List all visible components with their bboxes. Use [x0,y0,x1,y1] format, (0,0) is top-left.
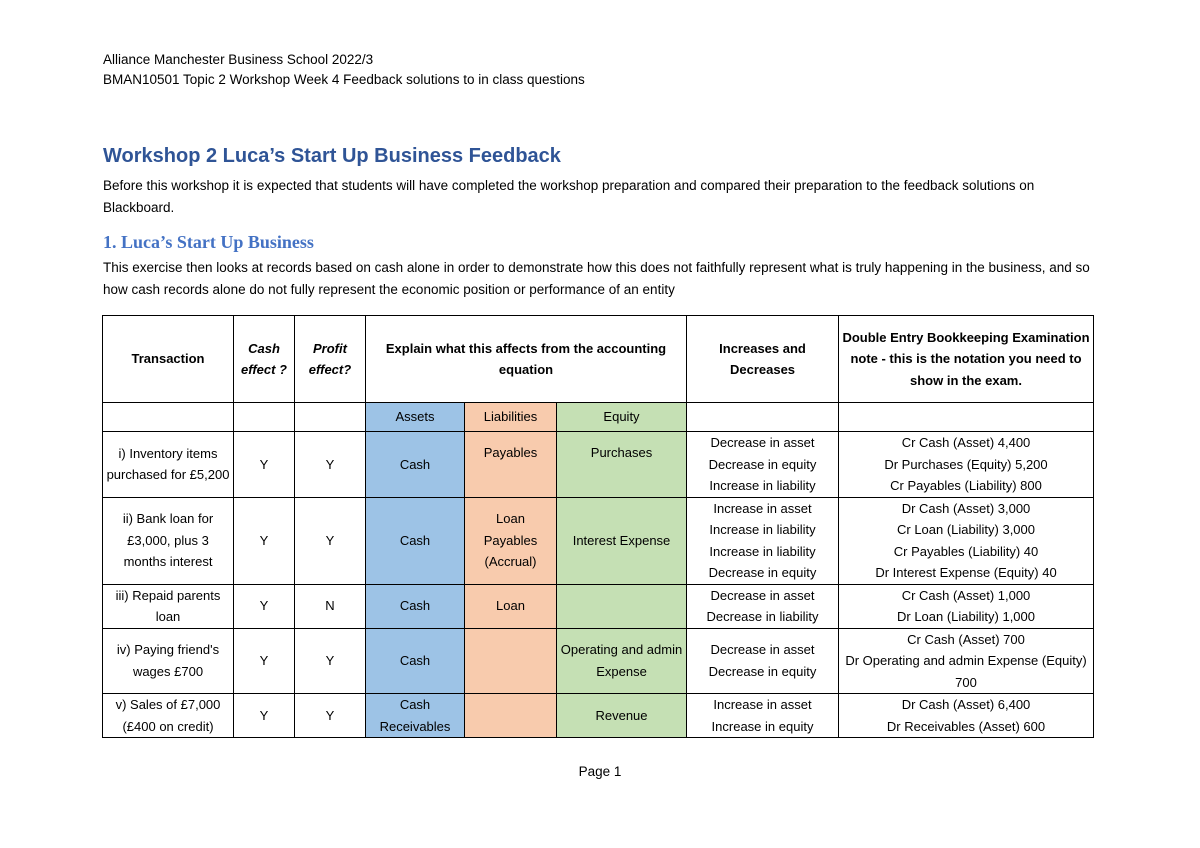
incdec-line: Decrease in asset [710,642,815,658]
cell-transaction: iv) Paying friend's wages £700 [103,628,234,694]
header-school: Alliance Manchester Business School 2022/3 [103,52,374,67]
col-header-increases-decreases: Increases and Decreases [687,316,839,403]
cell-double-entry [839,432,1094,498]
entry-line: Dr Loan (Liability) 1,000 [896,609,1036,624]
section-paragraph: This exercise then looks at records based on cash alone in order to demonstrate how this does not faithfully represent what is truly happening in the business, and so how cash records alone do not fully represent the economic position or performance of an entity [103,260,1090,297]
subheader-liabilities: Liabilities [465,403,557,432]
cell-incdec [687,694,839,738]
entry-line: Cr Cash (Asset) 1,000 [901,587,1031,603]
cell-liabilities [465,628,557,694]
incdec-line: Increase in liability [709,478,816,493]
cell-liabilities: Loan Payables (Accrual) [465,497,557,584]
cell-assets: Cash [366,628,465,694]
incdec-line: Decrease in equity [708,663,817,679]
cell-incdec [687,584,839,628]
subheader-equity: Equity [557,403,687,432]
empty-cell [687,403,839,432]
incdec-line: Decrease in equity [708,565,817,580]
intro-paragraph: Before this workshop it is expected that students will have completed the workshop preparation and compared their preparation to the feedback solutions on Blackboard. [103,178,1035,215]
entry-line: Dr Receivables (Asset) 600 [886,718,1046,734]
section-heading: 1. Luca’s Start Up Business [103,232,314,252]
cell-double-entry [839,694,1094,738]
cell-transaction: v) Sales of £7,000 (£400 on credit) [103,694,234,738]
cell-double-entry [839,584,1094,628]
col-header-profit-effect: Profit effect? [295,316,366,403]
cell-profit-effect: Y [295,497,366,584]
table-row [103,497,1094,584]
transactions-table [102,315,1094,738]
incdec-line: Increase in asset [713,697,812,712]
page-title: Workshop 2 Luca’s Start Up Business Feedback [103,145,561,167]
table-row [103,694,1094,738]
cell-equity: Purchases [557,432,687,498]
table-row [103,432,1094,498]
entry-line: Cr Payables (Liability) 40 [893,543,1039,559]
cell-transaction: i) Inventory items purchased for £5,200 [103,432,234,498]
col-header-cash-effect: Cash effect ? [234,316,295,403]
incdec-line: Decrease in liability [706,609,819,624]
cell-incdec [687,432,839,498]
cell-equity: Revenue [557,694,687,738]
cell-incdec [687,628,839,694]
entry-line: Cr Cash (Asset) 700 [907,631,1025,647]
cell-cash-effect: Y [234,694,295,738]
subheader-assets: Assets [366,403,465,432]
entry-line: Cr Payables (Liability) 800 [890,478,1042,493]
cell-liabilities: Loan [465,584,557,628]
cell-assets: Cash [366,497,465,584]
incdec-line: Decrease in equity [708,456,817,472]
col-header-explain: Explain what this affects from the accounting equation [366,316,687,403]
cell-liabilities [465,694,557,738]
entry-line: Dr Purchases (Equity) 5,200 [884,456,1048,472]
cell-equity [557,584,687,628]
cell-equity: Operating and admin Expense [557,628,687,694]
header-course: BMAN10501 Topic 2 Workshop Week 4 Feedback solutions to in class questions [103,72,585,87]
cell-cash-effect: Y [234,497,295,584]
incdec-line: Increase in equity [711,718,814,734]
entry-line: Dr Interest Expense (Equity) 40 [875,565,1057,580]
cell-assets: Cash Receivables [366,694,465,738]
cell-assets: Cash [366,432,465,498]
cell-equity: Interest Expense [557,497,687,584]
cell-liabilities: Payables [465,432,557,498]
entry-line: Dr Cash (Asset) 3,000 [901,500,1031,516]
page-number: Page 1 [578,764,622,779]
cell-assets: Cash [366,584,465,628]
cell-cash-effect: Y [234,628,295,694]
cell-cash-effect: Y [234,432,295,498]
empty-cell [103,403,234,432]
col-header-double-entry: Double Entry Bookkeeping Examination note - this is the notation you need to show in the exam. [839,316,1094,403]
table-row [103,628,1094,694]
cell-double-entry [839,497,1094,584]
incdec-line: Increase in asset [713,500,812,516]
incdec-line: Increase in liability [709,543,816,559]
cell-incdec [687,497,839,584]
entry-line: Cr Cash (Asset) 4,400 [901,435,1031,450]
empty-cell [295,403,366,432]
empty-cell [839,403,1094,432]
cell-profit-effect: Y [295,628,366,694]
cell-profit-effect: Y [295,694,366,738]
incdec-line: Decrease in asset [710,587,815,603]
cell-double-entry [839,628,1094,694]
incdec-line: Increase in liability [709,522,816,537]
incdec-line: Decrease in asset [710,435,815,450]
cell-transaction: iii) Repaid parents loan [103,584,234,628]
entry-line: Dr Operating and admin Expense (Equity) 700 [845,653,1087,690]
cell-transaction: ii) Bank loan for £3,000, plus 3 months interest [103,497,234,584]
col-header-transaction: Transaction [103,316,234,403]
entry-line: Dr Cash (Asset) 6,400 [901,697,1031,712]
table-row [103,584,1094,628]
entry-line: Cr Loan (Liability) 3,000 [896,522,1036,537]
cell-profit-effect: Y [295,432,366,498]
cell-profit-effect: N [295,584,366,628]
cell-cash-effect: Y [234,584,295,628]
empty-cell [234,403,295,432]
